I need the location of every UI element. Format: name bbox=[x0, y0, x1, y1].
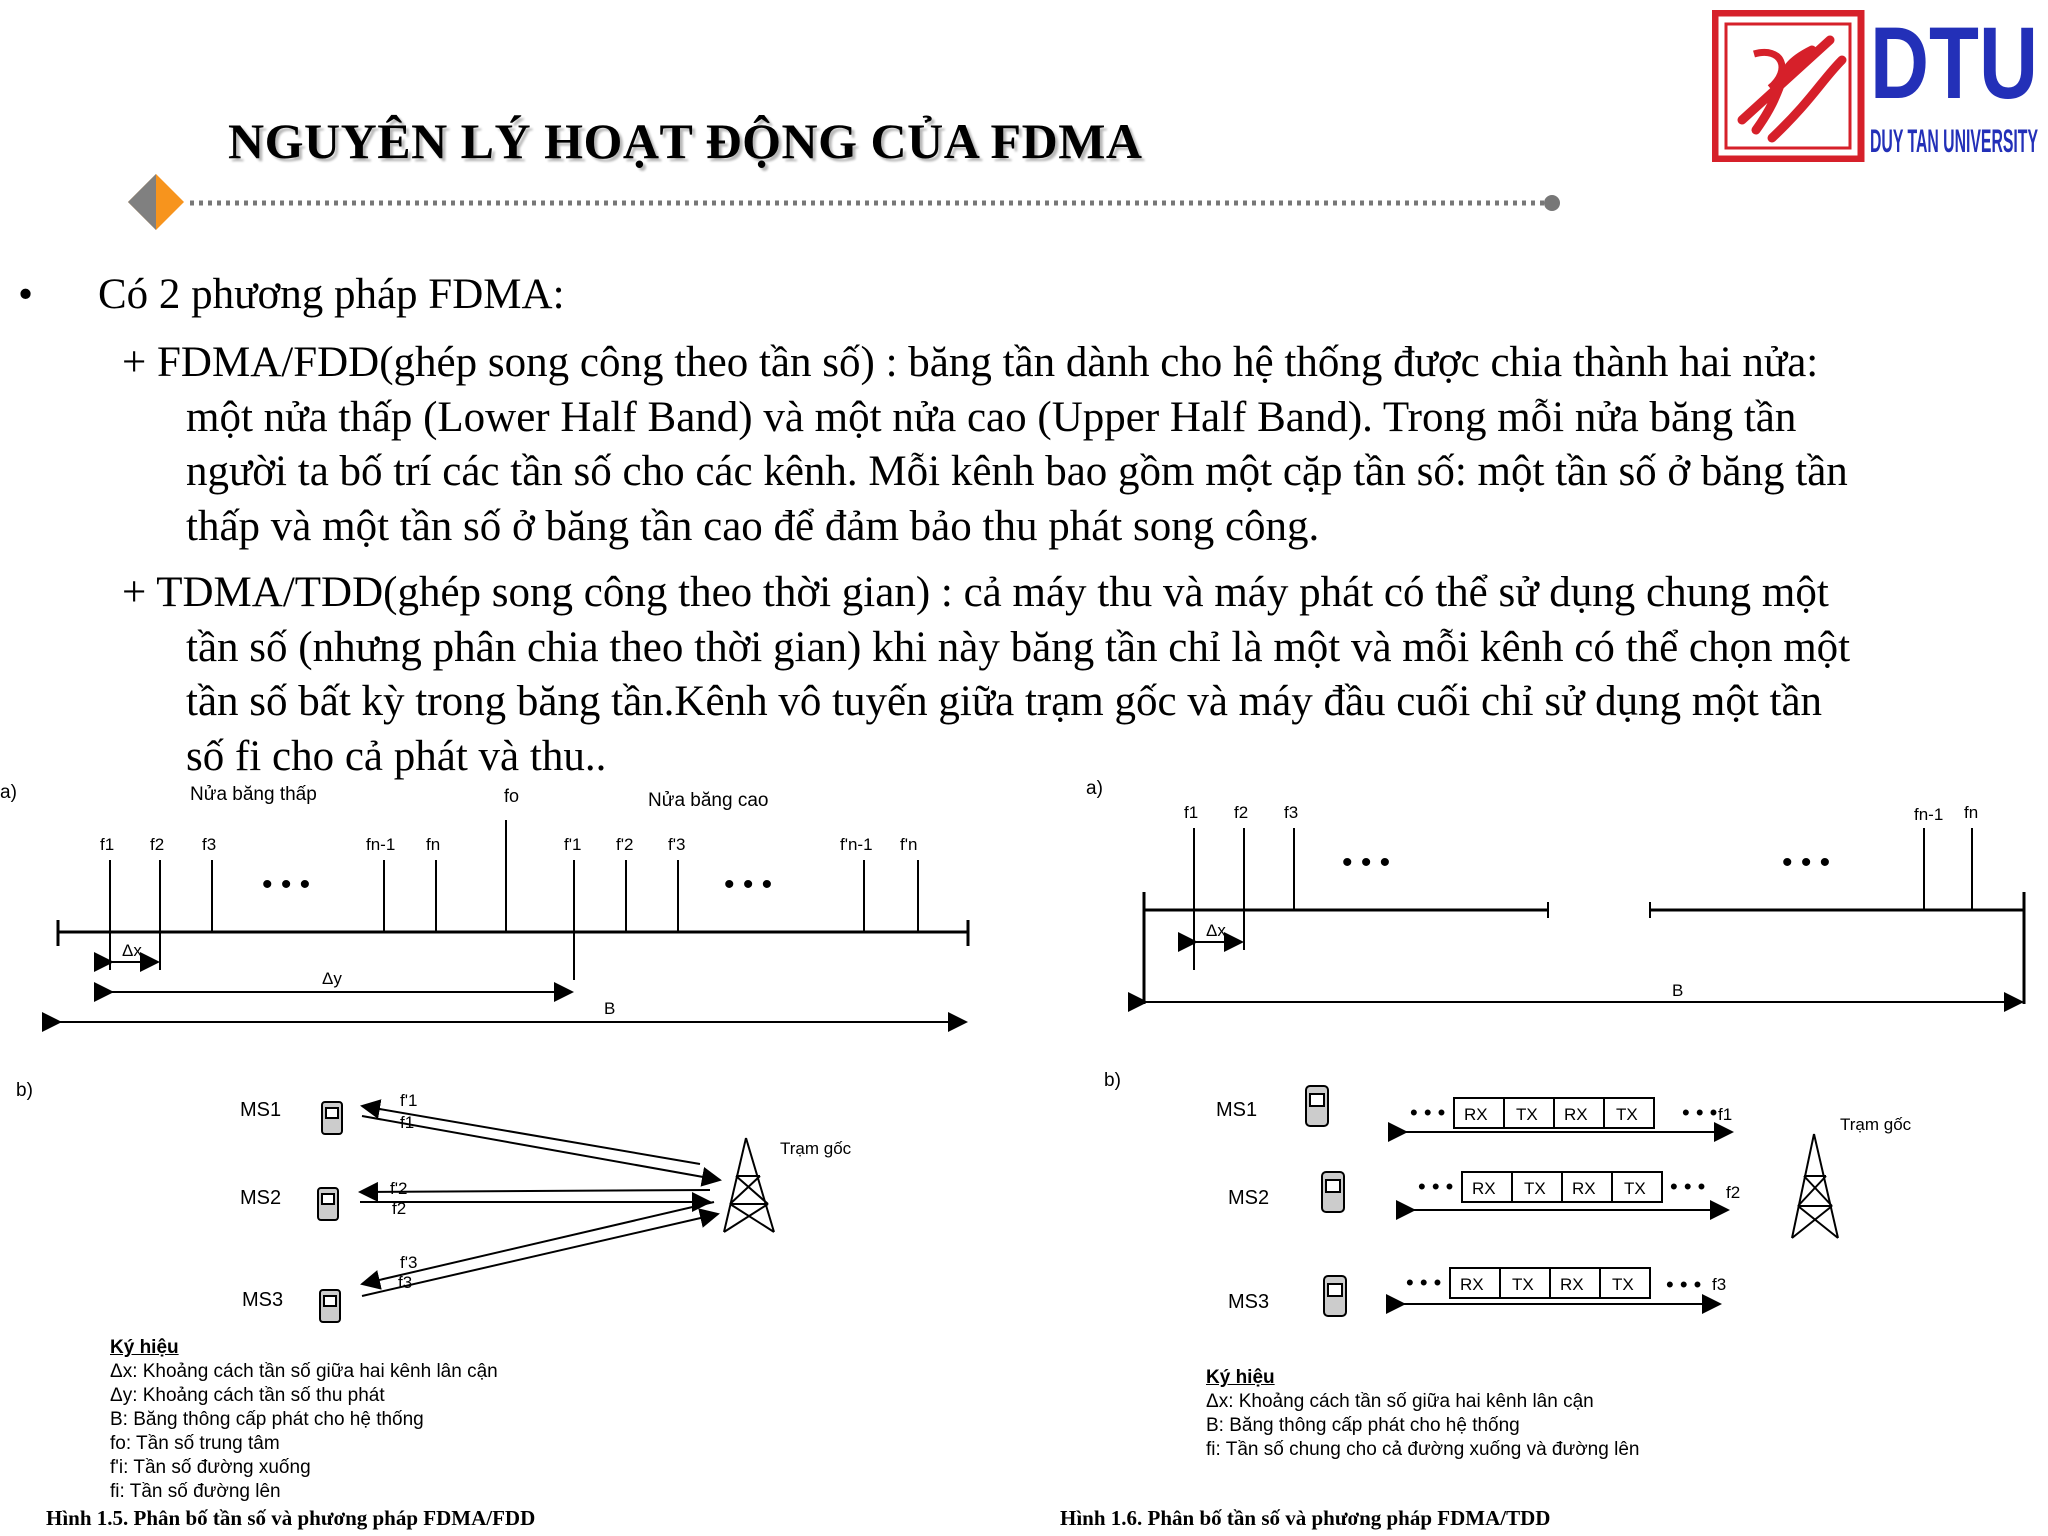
dx-label: Δx bbox=[122, 941, 142, 960]
legend-item: B: Băng thông cấp phát cho hệ thống bbox=[110, 1409, 424, 1430]
svg-text:TX: TX bbox=[1612, 1275, 1634, 1294]
fig1-label-b: b) bbox=[16, 1080, 33, 1101]
svg-text:f3: f3 bbox=[1712, 1275, 1727, 1294]
svg-text:• • •: • • • bbox=[1682, 1100, 1718, 1125]
paragraph-line: tần số (nhưng phân chia theo thời gian) khi này băng tần chỉ là một và mỗi kênh có thể chọn một bbox=[186, 623, 1851, 671]
slot-row bbox=[1404, 1268, 1726, 1304]
ms-label: MS3 bbox=[1228, 1291, 1270, 1313]
tick-label: f'n bbox=[900, 835, 918, 854]
svg-text:RX: RX bbox=[1572, 1179, 1596, 1198]
ms-label: MS2 bbox=[240, 1187, 282, 1209]
upper-half-label: Nửa băng cao bbox=[648, 790, 769, 811]
legend-item: fi: Tần số chung cho cả đường xuống và đường lên bbox=[1206, 1439, 1640, 1460]
paragraph-line: người ta bố trí các tần số cho các kênh. Mỗi kênh bao gồm một cặp tần số: một tần số ở băng tần bbox=[186, 448, 1848, 495]
tick-label: fn-1 bbox=[366, 835, 396, 854]
paragraph-line: + TDMA/TDD(ghép song công theo thời gian) : cả máy thu và máy phát có thể sử dụng chung một bbox=[122, 569, 1829, 616]
svg-text:• • •: • • • bbox=[1406, 1270, 1442, 1295]
legend-item: fi: Tần số đường lên bbox=[110, 1481, 281, 1502]
svg-text:TX: TX bbox=[1616, 1105, 1638, 1124]
ellipsis: • • • bbox=[262, 868, 311, 901]
base-station-label: Trạm gốc bbox=[780, 1139, 852, 1158]
b-label: B bbox=[1672, 981, 1684, 1000]
ellipsis: • • • bbox=[724, 868, 773, 901]
legend-item: f'i: Tần số đường xuống bbox=[110, 1457, 311, 1478]
paragraph-tdd bbox=[122, 566, 1850, 784]
fig2-label-b: b) bbox=[1104, 1070, 1121, 1091]
legend-title: Ký hiệu bbox=[1206, 1367, 1275, 1388]
legend-item: B: Băng thông cấp phát cho hệ thống bbox=[1206, 1415, 1520, 1436]
tick-label: f'3 bbox=[668, 835, 686, 854]
figure-tdd-diagram bbox=[1060, 770, 2048, 1470]
slot-row bbox=[1414, 1172, 1740, 1210]
center-freq-label: fo bbox=[504, 786, 520, 806]
svg-text:RX: RX bbox=[1464, 1105, 1488, 1124]
svg-text:• • •: • • • bbox=[1410, 1100, 1446, 1125]
svg-text:RX: RX bbox=[1472, 1179, 1496, 1198]
svg-text:RX: RX bbox=[1564, 1105, 1588, 1124]
logo-university: DUY TAN UNIVERSITY bbox=[1870, 123, 2038, 159]
paragraph-fdd bbox=[122, 336, 1848, 554]
paragraph-line: thấp và một tần số ở băng tần cao để đảm bảo thu phát song công. bbox=[186, 502, 1320, 550]
svg-text:• • •: • • • bbox=[1666, 1272, 1702, 1297]
tick-label: f3 bbox=[202, 835, 217, 854]
phone-icon bbox=[318, 1188, 338, 1220]
fig2-caption: Hình 1.6. Phân bố tần số và phương pháp FDMA/TDD bbox=[1060, 1506, 1551, 1530]
svg-text:RX: RX bbox=[1460, 1275, 1484, 1294]
slide-title: NGUYÊN LÝ HOẠT ĐỘNG CỦA FDMA bbox=[228, 113, 1143, 169]
tick-label: f2 bbox=[150, 835, 165, 854]
divider-end-dot bbox=[1544, 195, 1560, 211]
ms-label: MS1 bbox=[1216, 1099, 1258, 1121]
phone-icon bbox=[322, 1102, 342, 1134]
bullet: • bbox=[18, 271, 34, 318]
link-label: f'3 bbox=[400, 1253, 418, 1272]
svg-text:TX: TX bbox=[1512, 1275, 1534, 1294]
phone-icon bbox=[1306, 1086, 1328, 1126]
slot-row bbox=[1406, 1098, 1732, 1132]
phone-icon bbox=[1322, 1172, 1344, 1212]
tick-label: f3 bbox=[1284, 803, 1299, 822]
logo-brand: DTU bbox=[1870, 10, 2038, 120]
svg-text:TX: TX bbox=[1624, 1179, 1646, 1198]
legend-item: fo: Tần số trung tâm bbox=[110, 1433, 280, 1454]
tick-label: f'1 bbox=[564, 835, 582, 854]
legend-item: Δx: Khoảng cách tần số giữa hai kênh lân cận bbox=[110, 1361, 498, 1382]
tick-label: fn bbox=[1964, 803, 1979, 822]
dy-label: Δy bbox=[322, 969, 342, 988]
tick-label: f1 bbox=[1184, 803, 1199, 822]
fig2-label-a: a) bbox=[1086, 778, 1103, 799]
base-station-tower-icon bbox=[1792, 1134, 1838, 1238]
paragraph-line: số fi cho cả phát và thu.. bbox=[186, 732, 607, 780]
fig1-caption: Hình 1.5. Phân bố tần số và phương pháp FDMA/FDD bbox=[46, 1506, 536, 1530]
tick-label: f'2 bbox=[616, 835, 634, 854]
svg-text:TX: TX bbox=[1516, 1105, 1538, 1124]
svg-text:TX: TX bbox=[1524, 1179, 1546, 1198]
paragraph-line: tần số bất kỳ trong băng tần.Kênh vô tuyến giữa trạm gốc và máy đầu cuối chỉ sử dụng một tần bbox=[186, 678, 1823, 725]
paragraph-line: + FDMA/FDD(ghép song công theo tần số) : băng tần dành cho hệ thống được chia thành hai nửa: bbox=[122, 339, 1819, 386]
ms-label: MS1 bbox=[240, 1099, 282, 1121]
tick-label: fn bbox=[426, 835, 441, 854]
legend-item: Δy: Khoảng cách tần số thu phát bbox=[110, 1385, 385, 1406]
legend-title: Ký hiệu bbox=[110, 1337, 179, 1358]
link-label: f'2 bbox=[390, 1179, 408, 1198]
tick-label: f2 bbox=[1234, 803, 1249, 822]
paragraph-line: một nửa thấp (Lower Half Band) và một nửa cao (Upper Half Band). Trong mỗi nửa băng tần bbox=[186, 393, 1797, 441]
link-label: f'1 bbox=[400, 1091, 418, 1110]
svg-text:• • •: • • • bbox=[1418, 1174, 1454, 1199]
dx-label: Δx bbox=[1206, 921, 1226, 940]
tick-label: f1 bbox=[100, 835, 115, 854]
fig1-legend bbox=[110, 1336, 498, 1504]
phone-icon bbox=[1324, 1276, 1346, 1316]
base-station-tower-icon bbox=[724, 1138, 774, 1232]
tick-label: f'n-1 bbox=[840, 835, 873, 854]
title-divider bbox=[120, 168, 1580, 238]
legend-item: Δx: Khoảng cách tần số giữa hai kênh lân cận bbox=[1206, 1391, 1594, 1412]
fig2-legend bbox=[1206, 1366, 1639, 1462]
svg-text:f1: f1 bbox=[1718, 1105, 1733, 1124]
phone-icon bbox=[320, 1290, 340, 1322]
link-label: f3 bbox=[398, 1273, 413, 1292]
svg-text:RX: RX bbox=[1560, 1275, 1584, 1294]
figure-fdd-diagram bbox=[0, 770, 1000, 1350]
link-label: f2 bbox=[392, 1199, 407, 1218]
ms-label: MS2 bbox=[1228, 1187, 1270, 1209]
tick-label: fn-1 bbox=[1914, 805, 1944, 824]
link-label: f1 bbox=[400, 1113, 415, 1132]
svg-text:f2: f2 bbox=[1726, 1183, 1741, 1202]
intro-text: Có 2 phương pháp FDMA: bbox=[98, 271, 565, 318]
base-station-label: Trạm gốc bbox=[1840, 1115, 1912, 1134]
ellipsis: • • • bbox=[1342, 846, 1391, 879]
b-label: B bbox=[604, 999, 616, 1018]
dtu-logo bbox=[1712, 10, 2042, 162]
ellipsis: • • • bbox=[1782, 846, 1831, 879]
lower-half-label: Nửa băng thấp bbox=[190, 784, 317, 805]
ms-label: MS3 bbox=[242, 1289, 284, 1311]
fig1-label-a: a) bbox=[0, 782, 17, 803]
svg-text:• • •: • • • bbox=[1670, 1174, 1706, 1199]
